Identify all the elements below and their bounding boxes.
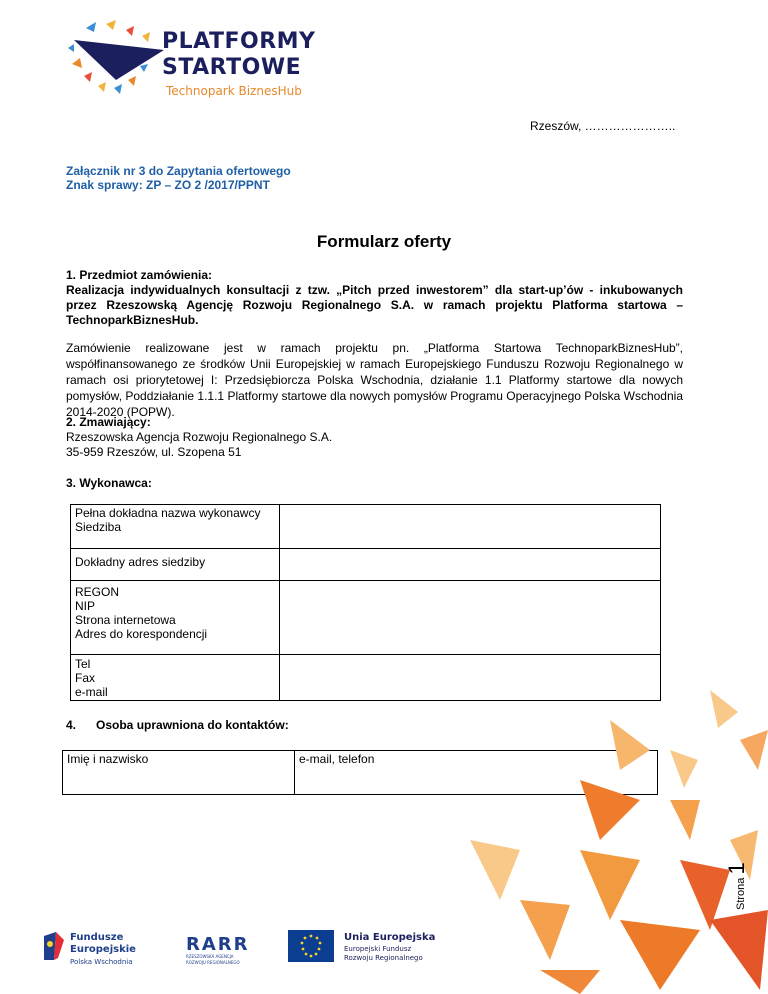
attachment-line1: Załącznik nr 3 do Zapytania ofertowego <box>66 164 291 178</box>
logo-subtitle: Technopark BiznesHub <box>166 84 302 98</box>
cell-line: Dokładny adres siedziby <box>75 555 206 569</box>
page-title: Formularz oferty <box>316 232 452 251</box>
cell-line: Strona internetowa <box>75 613 176 627</box>
table-row <box>71 505 661 549</box>
page-label-rotated <box>724 862 750 910</box>
section-2-line1: Rzeszowska Agencja Rozwoju Regionalnego S.A. <box>66 430 333 444</box>
contractor-table <box>70 504 661 701</box>
page-label: Strona <box>735 877 747 910</box>
table-cell <box>71 581 280 655</box>
cell-line: REGON <box>75 585 120 599</box>
section-4-heading: 4. Osoba uprawniona do kontaktów: <box>66 718 289 732</box>
date-line: Rzeszów, ………………….. <box>530 119 676 133</box>
section-1-heading: 1. Przedmiot zamówienia: <box>66 268 213 282</box>
platform-logo <box>66 18 326 100</box>
fe-flag-icon <box>42 930 66 964</box>
input-cell[interactable] <box>280 549 661 581</box>
section-1-body: Realizacja indywidualnych konsultacji z tzw. „Pitch przed inwestorem” dla start-up’ów - inkubowanych przez Rzeszowską Agencję Rozwoju Regionalnego S.A. w ramach projektu Platforma startowa – TechnoparkBiznesHub. <box>66 283 683 327</box>
logo-line1: PLATFORMY <box>162 29 316 54</box>
rarr-logo <box>186 936 256 972</box>
section-2-line2: 35-959 Rzeszów, ul. Szopena 51 <box>66 445 242 459</box>
rarr-sub1: RZESZOWSKA AGENCJA <box>186 954 234 959</box>
cell-line: NIP <box>75 599 96 613</box>
rarr-name: RARR <box>186 934 250 955</box>
cell-line: Pełna dokładna nazwa wykonawcy <box>75 506 261 520</box>
table-cell <box>71 655 280 701</box>
cell-line: Tel <box>75 657 91 671</box>
page-number: 1 <box>724 862 749 875</box>
contact-email-label: e-mail, telefon <box>299 752 375 766</box>
decorative-triangles <box>440 690 768 994</box>
eu-line1: Unia Europejska <box>344 932 436 943</box>
logo-line2: STARTOWE <box>162 55 302 80</box>
rarr-sub2: ROZWOJU REGIONALNEGO <box>186 960 240 965</box>
table-cell <box>71 549 280 581</box>
section-2-heading: 2. Zmawiający: <box>66 415 151 429</box>
section-2 <box>66 415 683 460</box>
table-row <box>71 549 661 581</box>
fe-logo <box>42 928 142 970</box>
table-row <box>71 581 661 655</box>
eu-line2: Europejski Fundusz <box>344 945 412 953</box>
logo-triangles-icon <box>66 18 166 100</box>
fe-line1: Fundusze <box>70 932 124 943</box>
cell-line: Siedziba <box>75 520 122 534</box>
page-indicator <box>724 862 768 936</box>
cell-line: Fax <box>75 671 96 685</box>
cell-line: e-mail <box>75 685 108 699</box>
section-3-heading: 3. Wykonawca: <box>66 476 152 490</box>
fe-line3: Polska Wschodnia <box>70 958 133 966</box>
fe-line2: Europejskie <box>70 944 136 955</box>
input-cell[interactable] <box>280 505 661 549</box>
cell-line: Adres do korespondencji <box>75 627 208 641</box>
section-1 <box>66 268 683 328</box>
table-cell[interactable] <box>63 751 295 795</box>
eu-logo <box>288 930 458 970</box>
project-text: Zamówienie realizowane jest w ramach projektu pn. „Platforma Startowa TechnoparkBiznesHub”, współfinansowanego ze środków Unii Europejskiej w ramach Europejskiego Funduszu Rozwoju Regionalnego w ramach osi priorytetowej I: Przedsiębiorcza Polska Wschodnia, działanie 1.1 Platformy startowe dla nowych pomysłów, Poddziałanie 1.1.1 Platformy startowe dla nowych pomysłów Programu Operacyjnego Polska Wschodnia 2014-2020 (POPW). <box>66 341 683 419</box>
attachment-line2: Znak sprawy: ZP – ZO 2 /2017/PPNT <box>66 178 270 192</box>
input-cell[interactable] <box>280 581 661 655</box>
eu-line3: Rozwoju Regionalnego <box>344 954 423 962</box>
table-cell <box>71 505 280 549</box>
contact-name-label: Imię i nazwisko <box>67 752 149 766</box>
eu-flag-icon <box>288 930 334 962</box>
